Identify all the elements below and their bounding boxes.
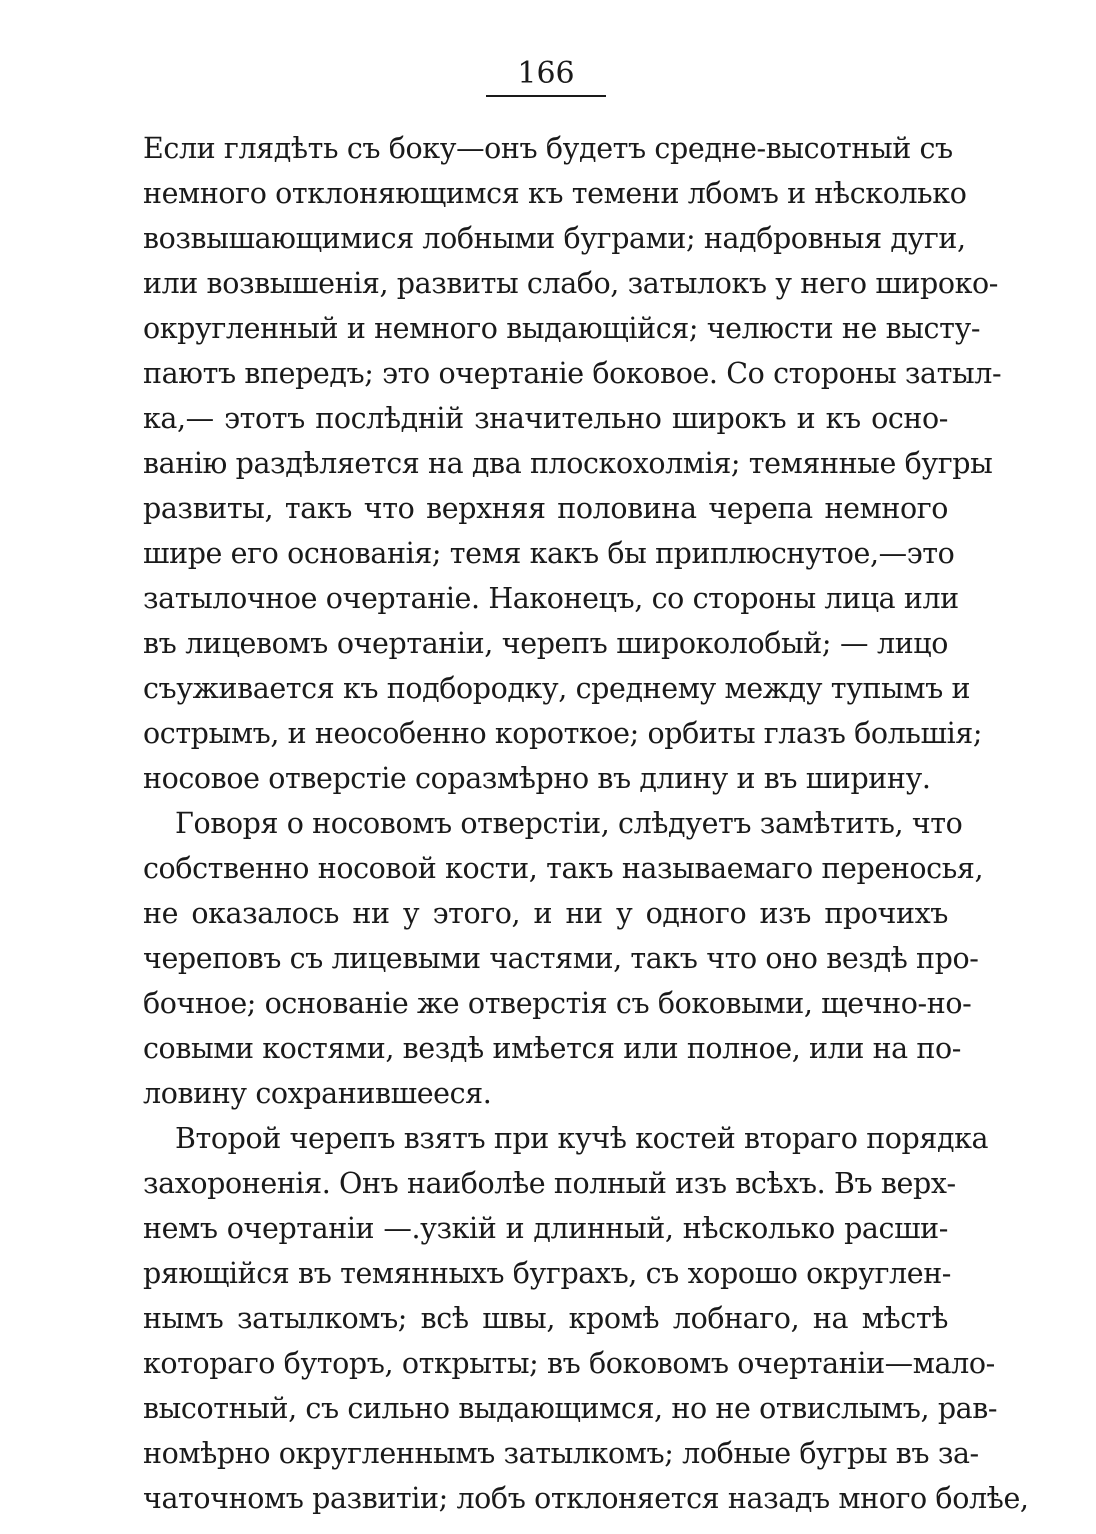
text-line: котораго буторъ, открыты; въ боковомъ очертаніи—мало- [143,1347,995,1380]
text-line: собственно носовой кости, такъ называемаго переносья, [143,852,984,885]
text-line: немного отклоняющимся къ темени лбомъ и нѣсколько [143,177,967,210]
text-line: шире его основанія; темя какъ бы приплюснутое,—это [143,537,955,570]
text-line: ванію раздѣляется на два плоскохолмія; темянные бугры [143,447,993,480]
body-text [143,126,1029,1521]
text-line: съуживается къ подбородку, среднему между тупымъ и [143,672,971,705]
text-line: Если глядѣть съ боку—онъ будетъ средне-высотный съ [143,132,953,165]
text-line: немъ очертаніи —.узкій и длинный, нѣсколько расши- [143,1212,948,1245]
text-line: ловину сохранившееся. [143,1077,492,1110]
text-line: возвышающимися лобными буграми; надбровныя дуги, [143,222,966,255]
text-line: не оказалось ни у этого, и ни у одного изъ прочихъ [143,897,948,930]
paragraph [143,126,1002,801]
text-line: въ лицевомъ очертаніи, черепъ широколобый; — лицо [143,627,948,660]
paragraph [143,801,984,1116]
text-line: ка,— этотъ послѣдній значительно широкъ и къ осно- [143,402,948,435]
text-line: носовое отверстіе соразмѣрно въ длину и въ ширину. [143,762,931,795]
text-line: нымъ затылкомъ; всѣ швы, кромѣ лобнаго, на мѣстѣ [143,1302,948,1335]
page-number-rule [486,95,606,97]
text-line: номѣрно округленнымъ затылкомъ; лобные бугры въ за- [143,1437,979,1470]
text-line: паютъ впередъ; это очертаніе боковое. Со стороны затыл- [143,357,1002,390]
text-line: высотный, съ сильно выдающимся, но не отвислымъ, рав- [143,1392,998,1425]
text-line: бочное; основаніе же отверстія съ боковыми, щечно-но- [143,987,972,1020]
text-line: чаточномъ развитіи; лобъ отклоняется назадъ много болѣе, [143,1482,1029,1515]
text-line: совыми костями, вездѣ имѣется или полное, или на по- [143,1032,962,1065]
text-line: острымъ, и неособенно короткое; орбиты глазъ большія; [143,717,983,750]
text-line: затылочное очертаніе. Наконецъ, со стороны лица или [143,582,959,615]
page-number: 166 [517,56,575,91]
text-line: захороненія. Онъ наиболѣе полный изъ всѣхъ. Въ верх- [143,1167,956,1200]
text-line: череповъ съ лицевыми частями, такъ что оно вездѣ про- [143,942,979,975]
text-line: или возвышенія, развиты слабо, затылокъ у него широко- [143,267,999,300]
text-line: ряющійся въ темянныхъ буграхъ, съ хорошо округлен- [143,1257,952,1290]
text-line: округленный и немного выдающійся; челюсти не высту- [143,312,981,345]
paragraph [143,1116,1029,1521]
text-line: развиты, такъ что верхняя половина черепа немного [143,492,948,525]
text-line: Говоря о носовомъ отверстіи, слѣдуетъ замѣтить, что [175,807,963,840]
text-line: Второй черепъ взятъ при кучѣ костей втораго порядка [175,1122,989,1155]
